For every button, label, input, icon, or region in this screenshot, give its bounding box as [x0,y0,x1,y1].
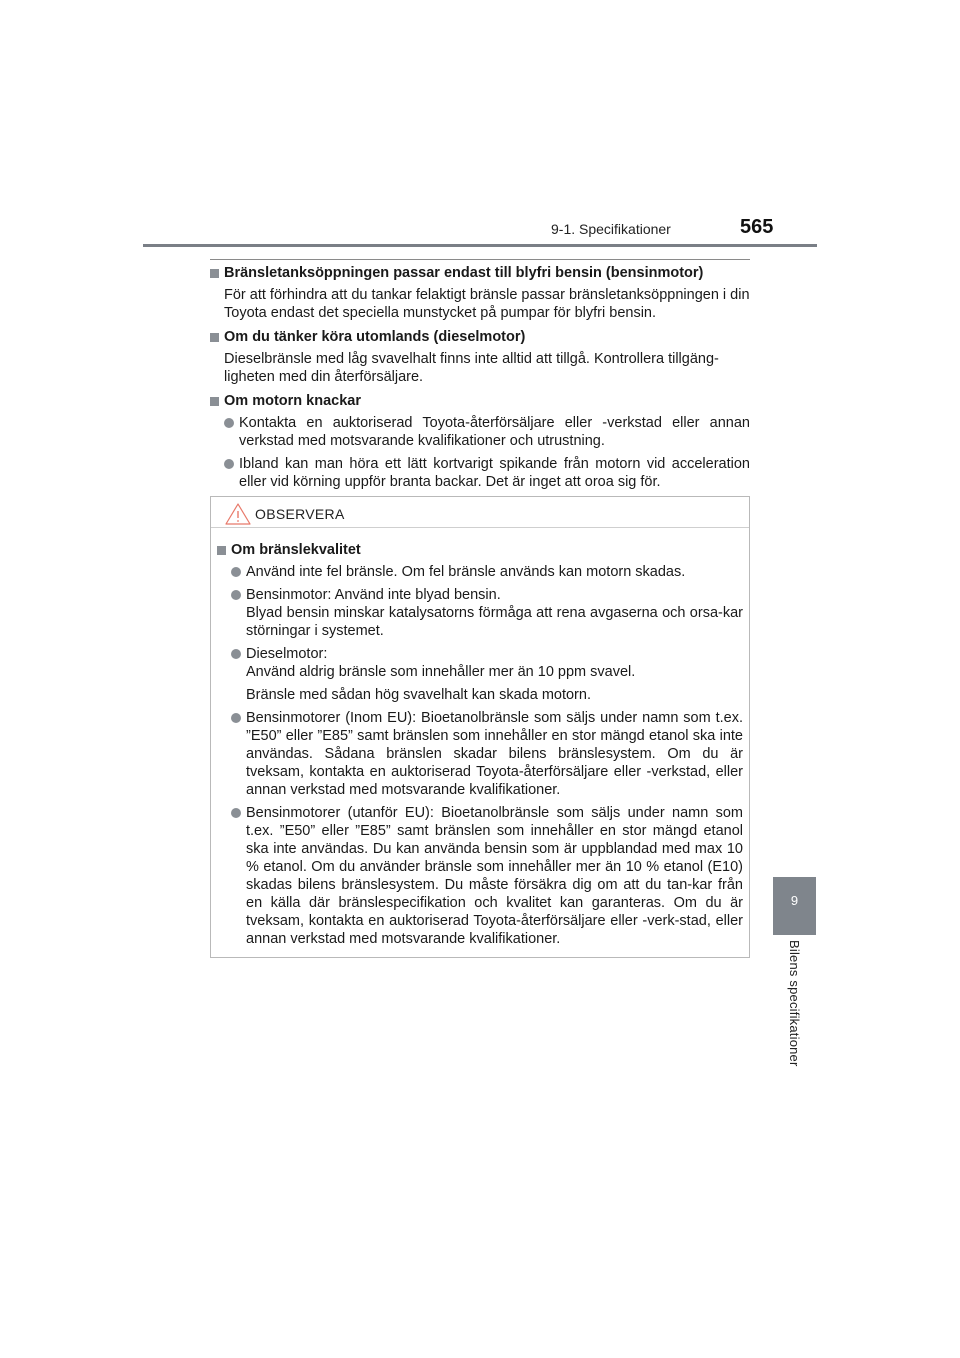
bullet-text: Använd inte fel bränsle. Om fel bränsle används kan motorn skadas. [246,564,686,580]
list-item [217,645,743,704]
warning-triangle-icon [225,503,251,525]
page-number: 565 [740,216,774,238]
warning-body [211,528,749,948]
round-bullet-icon [231,590,241,600]
round-bullet-icon [231,649,241,659]
warning-heading: Om bränslekvalitet [231,542,361,558]
section-heading: Om motorn knackar [224,393,361,409]
list-item [210,414,750,450]
list-item [217,804,743,948]
chapter-label [773,940,816,1100]
list-item [217,563,743,581]
warning-title: OBSERVERA [255,506,345,522]
content-divider [210,259,750,260]
bullet-text: Bensinmotorer (utanför EU): Bioetanolbränsle som säljs under namn som t.ex. ”E50” eller ”E85” samt bränslen som innehåller en stor mängd etanol ska inte användas. Du kan använda bensin som är uppblandad med max 10 % etanol. Om du använder bränsle som innehåller mer än 10 % etanol (E10) skadas bilens bränslesystem. Du måste försäkra dig om att du tan-kar från en källa där bränslespecifikation och kvalitet kan garanteras. Om du är tveksam, kontakta en auktoriserad Toyota-återförsäljare eller -verk-stad, eller annan verkstad med motsvarande kvalifikationer. [246,805,743,947]
info-sections [210,264,750,497]
bullet-text: Bensinmotorer (Inom EU): Bioetanolbränsle som säljs under namn som t.ex. ”E50” eller ”E85” samt bränslen som innehåller en stor mängd etanol ska inte användas. Sådana bränslen skadar bilens bränslesystem. Om du är tveksam, kontakta en auktoriserad Toyota-återförsäljare eller -verkstad, eller annan verkstad med motsvarande kvalifikationer. [246,710,743,798]
section-title: 9-1. Specifikationer [551,221,671,237]
square-bullet-icon [217,546,226,555]
section-text: Dieselbränsle med låg svavelhalt finns inte alltid att tillgå. Kontrollera tillgäng-ligheten med din återförsäljare. [224,351,719,385]
square-bullet-icon [210,333,219,342]
warning-box [210,496,750,958]
section-heading: Om du tänker köra utomlands (dieselmotor) [224,329,526,345]
bullet-text: Kontakta en auktoriserad Toyota-återförsäljare eller -verkstad eller annan verkstad med motsvarande kvalifikationer och utrustning. [239,415,750,449]
bullet-text: Dieselmotor: [246,646,328,662]
square-bullet-icon [210,397,219,406]
round-bullet-icon [231,713,241,723]
round-bullet-icon [224,459,234,469]
chapter-number: 9 [790,893,799,908]
chapter-tab[interactable] [773,877,816,935]
bullet-text: Använd aldrig bränsle som innehåller mer än 10 ppm svavel. [246,664,636,680]
bullet-text: Bensinmotor: Använd inte blyad bensin. [246,587,501,603]
bullet-text: Bränsle med sådan hög svavelhalt kan skada motorn. [246,687,591,703]
list-item [217,586,743,640]
section-text: För att förhindra att du tankar felaktigt bränsle passar bränsletanksöppningen i din Toyota endast det speciella munstycket på pumpar för blyfri bensin. [224,287,750,321]
section-fuel-tank-opening [210,264,750,322]
header-divider [143,244,817,247]
round-bullet-icon [231,808,241,818]
section-driving-abroad [210,328,750,386]
section-heading: Bränsletanksöppningen passar endast till blyfri bensin (bensinmotor) [224,265,704,281]
bullet-text: Ibland kan man höra ett lätt kortvarigt spikande från motorn vid acceleration eller vid körning uppför branta backar. Det är inget att oroa sig för. [239,456,750,490]
round-bullet-icon [224,418,234,428]
list-item [217,709,743,799]
square-bullet-icon [210,269,219,278]
list-item [210,455,750,491]
bullet-text: Blyad bensin minskar katalysatorns förmåga att rena avgaserna och orsa-kar störningar i systemet. [246,605,743,639]
section-engine-knocking [210,392,750,491]
round-bullet-icon [231,567,241,577]
chapter-label-text: Bilens specifikationer [787,940,802,1067]
warning-header [211,497,749,528]
